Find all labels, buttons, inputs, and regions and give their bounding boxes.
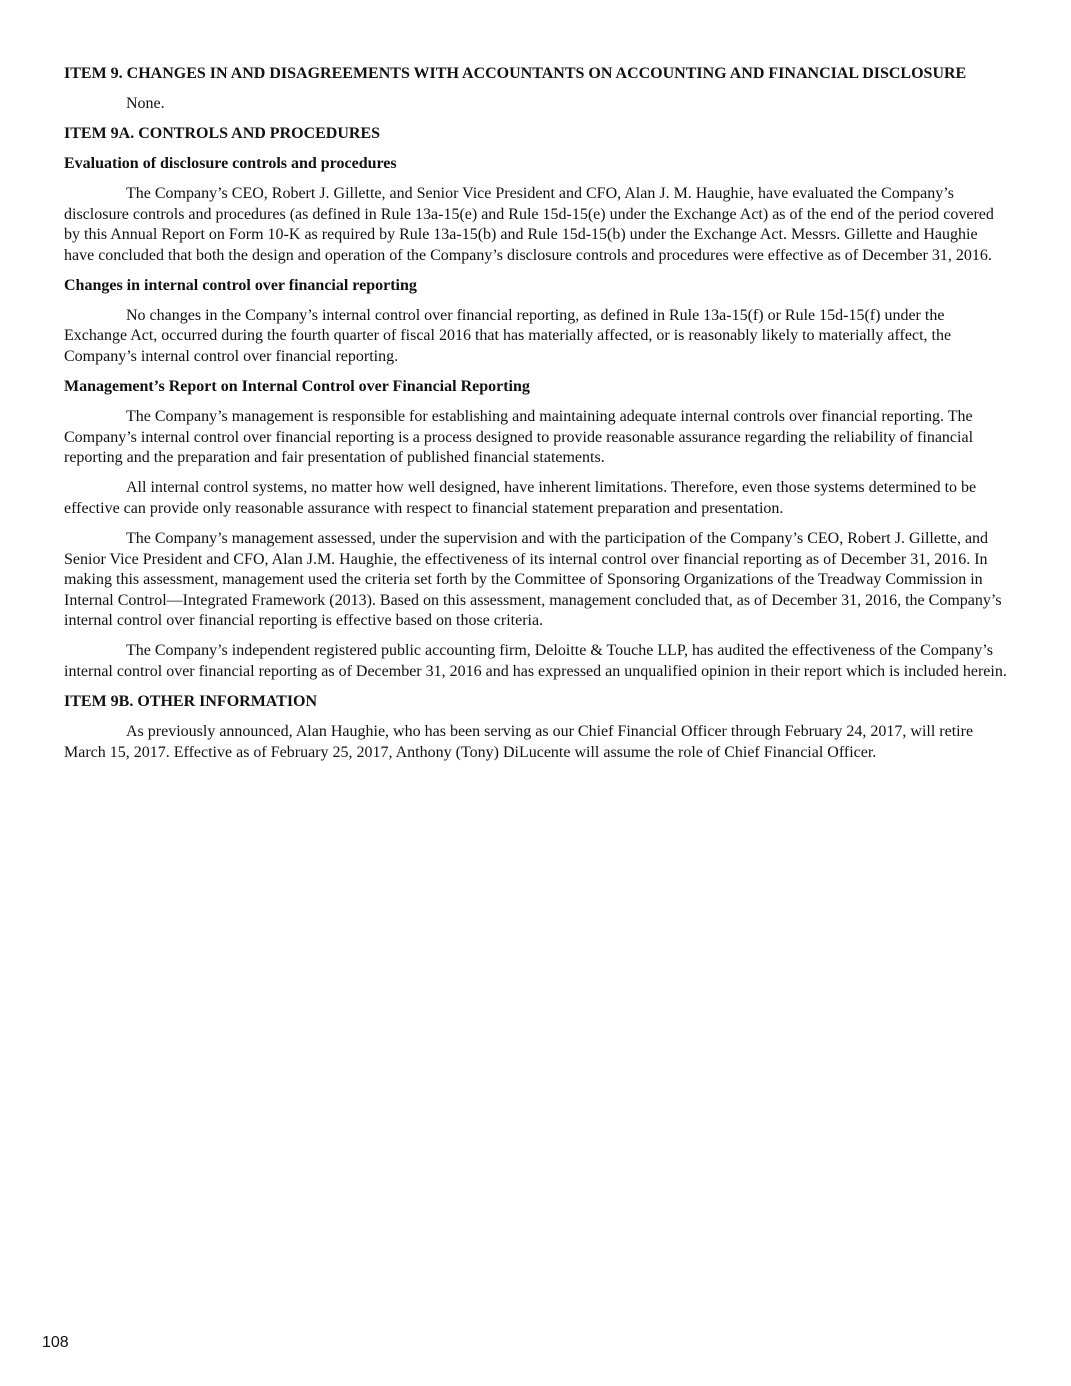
management-report-paragraph: The Company’s independent registered public accounting firm, Deloitte & Touche LLP, has audited the effectiveness of the Company’s internal control over financial reporting as of December 31, 2016 and has expressed an unqualified opinion in their report which is included herein. (64, 642, 1007, 680)
evaluation-body: The Company’s CEO, Robert J. Gillette, and Senior Vice President and CFO, Alan J. M. Haughie, have evaluated the Company’s disclosure controls and procedures (as defined in Rule 13a-15(e) and Rule 15d-15(e) under the Exchange Act) as of the end of the period covered by this Annual Report on Form 10-K as required by Rule 13a-15(b) and Rule 15d-15(b) under the Exchange Act. Messrs. Gillette and Haughie have concluded that both the design and operation of the Company’s disclosure controls and procedures were effective as of December 31, 2016. (64, 185, 994, 264)
changes-body: No changes in the Company’s internal control over financial reporting, as defined in Rule 13a-15(f) or Rule 15d-15(f) under the Exchange Act, occurred during the fourth quarter of fiscal 2016 that has materially affected, or is reasonably likely to materially affect, the Company’s internal control over financial reporting. (64, 307, 952, 365)
management-report-heading: Management’s Report on Internal Control over Financial Reporting (64, 378, 530, 396)
management-report-paragraph: The Company’s management is responsible for establishing and maintaining adequate internal controls over financial reporting. The Company’s internal control over financial reporting is a process designed to provide reasonable assurance regarding the reliability of financial reporting and the preparation and fair presentation of published financial statements. (64, 408, 974, 467)
management-report-paragraph: All internal control systems, no matter how well designed, have inherent limitations. Therefore, even those systems determined to be effective can provide only reasonable assurance with respect to financial statement preparation and presentation. (64, 479, 977, 517)
item-9a-heading: ITEM 9A. CONTROLS AND PROCEDURES (64, 125, 381, 143)
item-9b-body: As previously announced, Alan Haughie, who has been serving as our Chief Financial Officer through February 24, 2017, will retire March 15, 2017. Effective as of February 25, 2017, Anthony (Tony) DiLucente will assume the role of Chief Financial Officer. (64, 723, 974, 761)
evaluation-heading: Evaluation of disclosure controls and procedures (64, 155, 397, 173)
item-9-heading: ITEM 9. CHANGES IN AND DISAGREEMENTS WITH ACCOUNTANTS ON ACCOUNTING AND FINANCIAL DISCLOSURE (64, 65, 967, 82)
changes-heading: Changes in internal control over financial reporting (64, 277, 417, 295)
page-number: 108 (42, 1334, 69, 1351)
management-report-paragraph: The Company’s management assessed, under the supervision and with the participation of the Company’s CEO, Robert J. Gillette, and Senior Vice President and CFO, Alan J.M. Haughie, the effectiveness of its internal control over financial reporting as of December 31, 2016. In making this assessment, management used the criteria set forth by the Committee of Sponsoring Organizations of the Treadway Commission in Internal Control—Integrated Framework (2013). Based on this assessment, management concluded that, as of December 31, 2016, the Company’s internal control over financial reporting is effective based on those criteria. (64, 530, 1002, 629)
document-page (64, 64, 1008, 763)
item-9-body: None. (126, 95, 165, 112)
item-9b-heading: ITEM 9B. OTHER INFORMATION (64, 693, 318, 711)
